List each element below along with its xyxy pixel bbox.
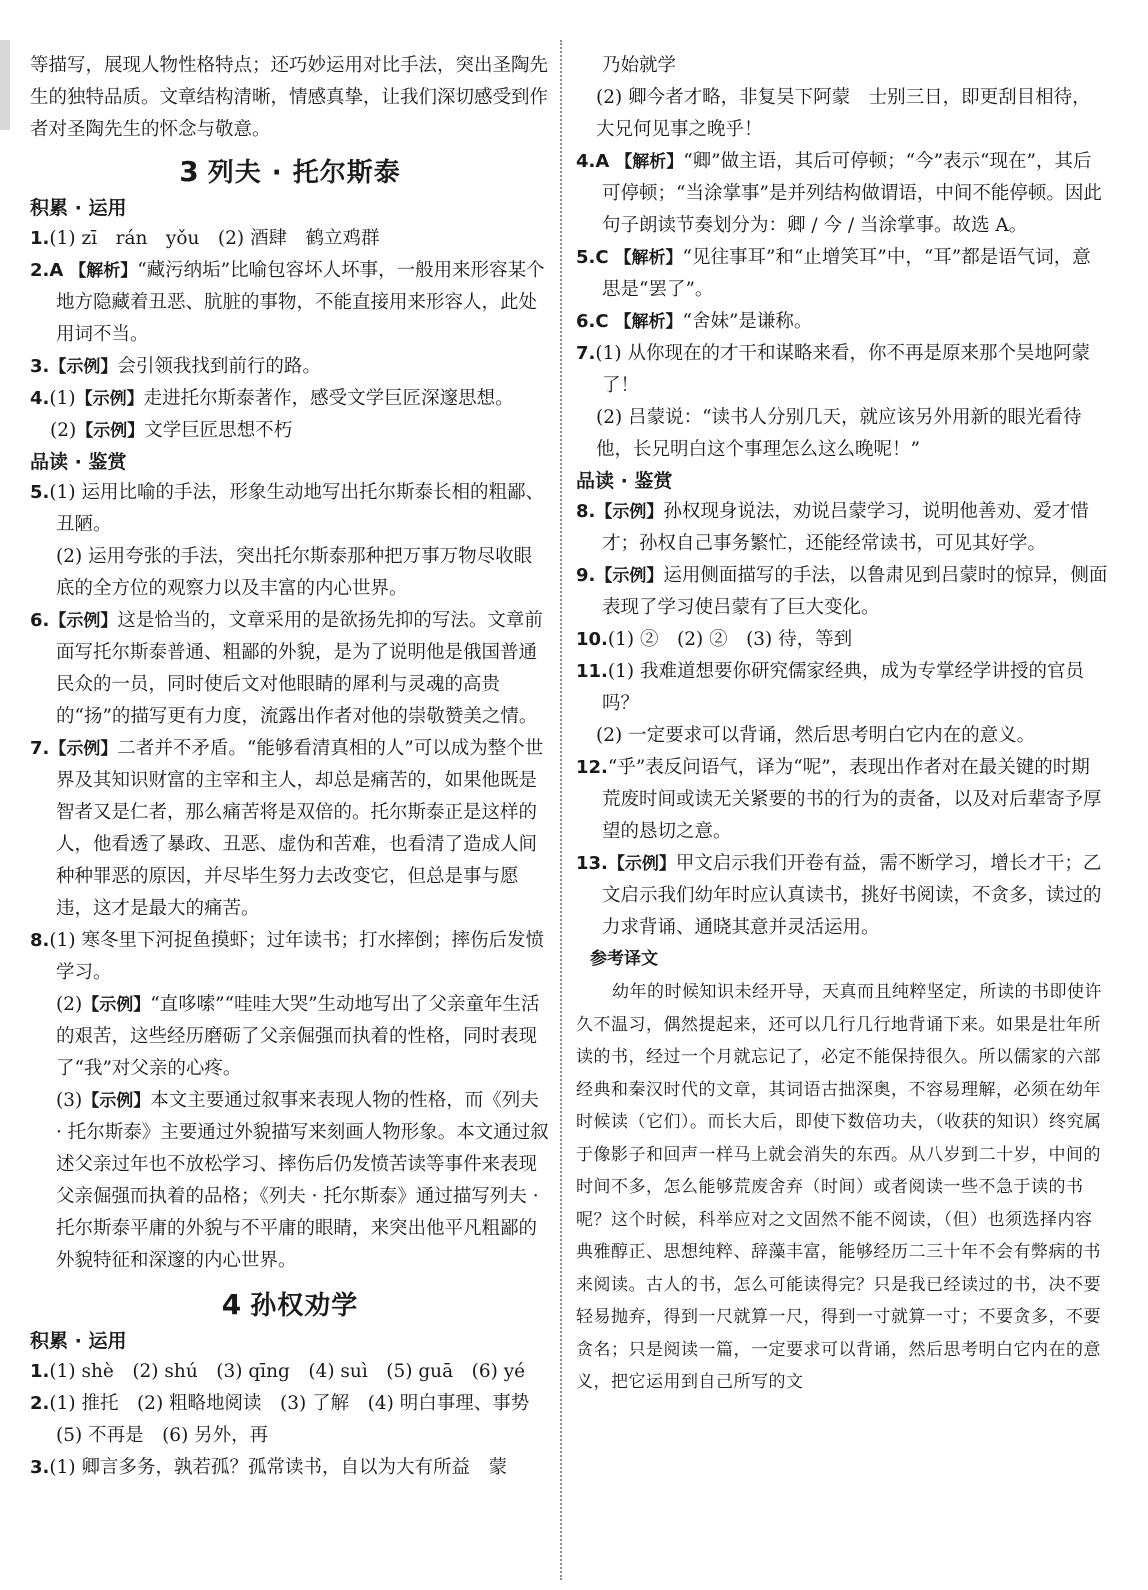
l3-q5-1: 5.(1) 运用比喻的手法，形象生动地写出托尔斯泰长相的粗鄙、丑陋。 <box>30 482 544 535</box>
l4-q9: 9.【示例】运用侧面描写的手法，以鲁肃见到吕蒙时的惊异，侧面表现了学习使吕蒙有了巨大变化。 <box>576 565 1108 618</box>
l4-q8: 8.【示例】孙权现身说法，劝说吕蒙学习，说明他善劝、爱才惜才；孙权自己事务繁忙，还能经常读书，可见其好学。 <box>576 501 1089 554</box>
l4-q5: 5.C 【解析】“见往事耳”和“止增笑耳”中，“耳”都是语气词，意思是“罢了”。 <box>576 247 1091 300</box>
reference-translation-text: 幼年的时候知识未经开导，天真而且纯粹坚定，所读的书即使许久不温习，偶然提起来，还可以几行几行地背诵下来。如果是壮年所读的书，经过一个月就忘记了，必定不能保持很久。所以儒家的六部经典和秦汉时代的文章，其词语古拙深奥，不容易理解，必须在幼年时候读（它们）。而长大后，即使下数倍功夫，（收获的知识）终究属于像影子和回声一样马上就会消失的东西。从八岁到二十岁，中间的时间不多，怎么能够荒废舍弃（时间）或者阅读一些不急于读的书呢？这个时候，科举应对之文固然不能不阅读，（但）也须选择内容典雅醇正、思想纯粹、辞藻丰富，能够经历二三十年不会有弊病的书来阅读。古人的书，怎么可能读得完？只是我已经读过的书，决不要轻易抛弃，得到一尺就算一尺，得到一寸就算一寸；不要贪多，不要贪名；只是阅读一篇，一定要求可以背诵，然后思考明白它内在的意义，把它运用到自己所写的文 <box>576 982 1102 1392</box>
l3-q4-2: (2)【示例】文学巨匠思想不朽 <box>50 420 293 441</box>
l4-q13: 13.【示例】甲文启示我们开卷有益，需不断学习，增长才干；乙文启示我们幼年时应认真读书，挑好书阅读，不贪多，读过的力求背诵、通晓其意并灵活运用。 <box>576 853 1102 938</box>
l3-q6: 6.【示例】这是恰当的，文章采用的是欲扬先抑的写法。文章前面写托尔斯泰普通、粗鄙的外貌，是为了说明他是俄国普通民众的一员，同时使后文对他眼睛的犀利与灵魂的高贵的“扬”的描写更有力度，流露出作者对他的崇敬赞美之情。 <box>30 610 543 727</box>
l3-q8-3: (3)【示例】本文主要通过叙事来表现人物的性格，而《列夫 · 托尔斯泰》主要通过外貌描写来刻画人物形象。本文通过叙述父亲过年也不放松学习、摔伤后仍发愤苦读等事件来表现父亲倔强而执着的品格；《列夫 · 托尔斯泰》通过描写列夫 · 托尔斯泰平庸的外貌与不平庸的眼睛，来突出他平凡粗鄙的外貌特征和深邃的内心世界。 <box>56 1090 549 1271</box>
l4-q10: 10.(1) ② (2) ② (3) 待，等到 <box>576 629 853 650</box>
l4-q4: 4.A 【解析】“卿”做主语，其后可停顿；“今”表示“现在”，其后可停顿；“当涂掌事”是并列结构做谓语，中间不能停顿。因此句子朗读节奏划分为：卿 / 今 / 当涂掌事。故选 A。 <box>576 151 1102 236</box>
l4-q3-1-cont: 乃始就学 <box>602 55 677 76</box>
right-column <box>576 50 1108 1399</box>
l4-q6: 6.C 【解析】“舍妹”是谦称。 <box>576 311 813 332</box>
l4-q7-1: 7.(1) 从你现在的才干和谋略来看，你不再是原来那个吴地阿蒙了！ <box>576 343 1090 396</box>
lesson3-heading <box>30 152 550 189</box>
l4-section-appreciate: 品读 · 鉴赏 <box>576 470 673 492</box>
l3-q4-1: 4.(1)【示例】走进托尔斯泰著作，感受文学巨匠深邃思想。 <box>30 388 514 409</box>
column-divider <box>560 40 562 1580</box>
l3-q5-2: (2) 运用夸张的手法，突出托尔斯泰那种把万事万物尽收眼底的全方位的观察力以及丰富的内心世界。 <box>56 546 533 599</box>
l4-q11-2: (2) 一定要求可以背诵，然后思考明白它内在的意义。 <box>596 725 1036 746</box>
intro-paragraph: 等描写，展现人物性格特点；还巧妙运用对比手法，突出圣陶先生的独特品质。文章结构清晰，情感真挚，让我们深切感受到作者对圣陶先生的怀念与敬意。 <box>30 55 549 140</box>
l4-q2: 2.(1) 推托 (2) 粗略地阅读 (3) 了解 (4) 明白事理、事势 (5) 不再是 (6) 另外，再 <box>30 1393 548 1446</box>
lesson4-title: 孙权劝学 <box>250 1291 359 1321</box>
l4-q12: 12.“乎”表反问语气，译为“呢”，表现出作者对在最关键的时期荒废时间或读无关紧要的书的行为的责备，以及对后辈寄予厚望的恳切之意。 <box>576 757 1102 842</box>
reference-translation-heading: 参考译文 <box>590 949 658 969</box>
l3-section-accumulate: 积累 · 运用 <box>30 197 127 219</box>
l3-q3: 3.【示例】会引领我找到前行的路。 <box>30 356 321 377</box>
lesson4-heading <box>30 1285 550 1322</box>
l3-q8-2: (2)【示例】“直哆嗦”“哇哇大哭”生动地写出了父亲童年生活的艰苦，这些经历磨砺了父亲倔强而执着的性格，同时表现了“我”对父亲的心疼。 <box>56 994 540 1079</box>
page-edge-shade <box>0 40 10 130</box>
l3-q8-1: 8.(1) 寒冬里下河捉鱼摸虾；过年读书；打水摔倒；摔伤后发愤学习。 <box>30 930 544 983</box>
l4-q1: 1.(1) shè (2) shú (3) qīng (4) suì (5) guā (6) yé <box>30 1361 526 1382</box>
l3-section-appreciate: 品读 · 鉴赏 <box>30 451 127 473</box>
l4-q11-1: 11.(1) 我难道想要你研究儒家经典，成为专掌经学讲授的官员吗？ <box>576 661 1084 714</box>
lesson4-number: 4 <box>221 1288 243 1321</box>
lesson3-title: 列夫 · 托尔斯泰 <box>207 158 401 188</box>
l4-q3-1: 3.(1) 卿言多务，孰若孤？孤常读书，自以为大有所益 蒙 <box>30 1457 507 1478</box>
l3-q2: 2.A 【解析】“藏污纳垢”比喻包容坏人坏事，一般用来形容某个地方隐藏着丑恶、肮脏的事物，不能直接用来形容人，此处用词不当。 <box>30 260 545 345</box>
l4-section-accumulate: 积累 · 运用 <box>30 1330 127 1352</box>
left-column <box>30 50 550 1484</box>
l4-q3-2: (2) 卿今者才略，非复吴下阿蒙 士别三日，即更刮目相待，大兄何见事之晚乎！ <box>596 87 1091 140</box>
l4-q7-2: (2) 吕蒙说：“读书人分别几天，就应该另外用新的眼光看待他，长兄明白这个事理怎么这么晚呢！” <box>596 407 1082 460</box>
lesson3-number: 3 <box>179 155 200 188</box>
l3-q1: 1.(1) zī rán yǒu (2) 酒肆 鹤立鸡群 <box>30 228 380 249</box>
l3-q7: 7.【示例】二者并不矛盾。“能够看清真相的人”可以成为整个世界及其知识财富的主宰和主人，却总是痛苦的，如果他既是智者又是仁者，那么痛苦将是双倍的。托尔斯泰正是这样的人，他看透了暴政、丑恶、虚伪和苦难，也看清了造成人间种种罪恶的原因，并尽毕生努力去改变它，但总是事与愿违，这才是最大的痛苦。 <box>30 738 544 919</box>
